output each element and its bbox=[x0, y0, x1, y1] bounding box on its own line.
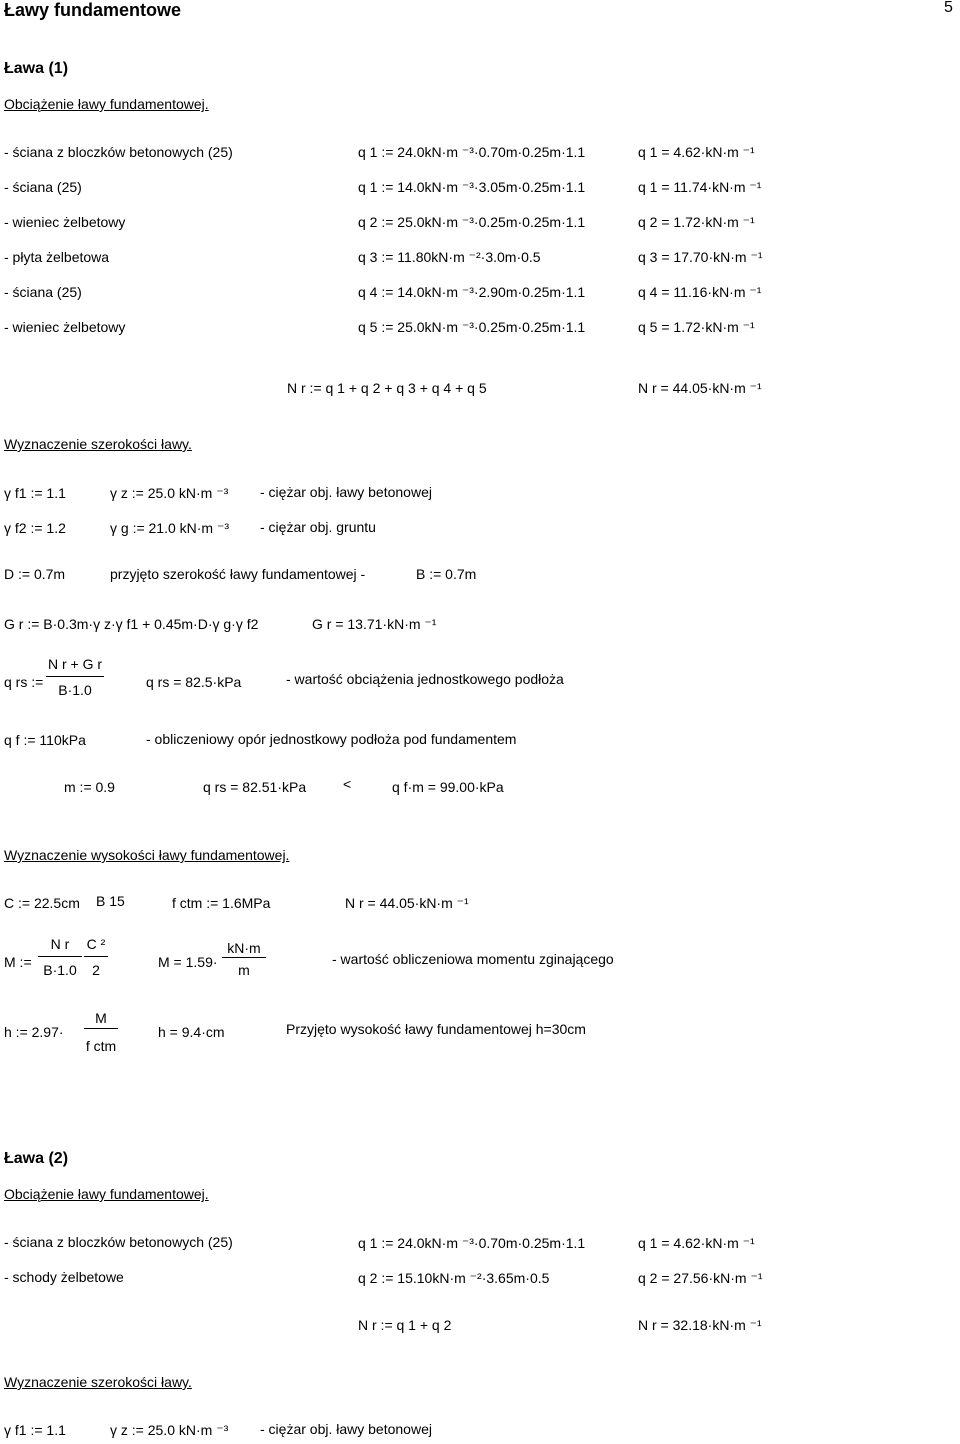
qrs-lhs: q rs := bbox=[4, 674, 44, 690]
gr-result: G r = 13.71·kN·m ⁻¹ bbox=[312, 616, 437, 632]
section-title-lawa-2: Ława (2) bbox=[4, 1150, 69, 1167]
load-formula: q 2 := 15.10kN·m ⁻²·3.65m·0.5 bbox=[358, 1270, 550, 1286]
m-lhs: M := bbox=[4, 954, 32, 970]
qrs-numerator: N r + G r bbox=[47, 656, 103, 672]
m-numerator-1: N r bbox=[50, 936, 70, 952]
sum-formula: N r := q 1 + q 2 + q 3 + q 4 + q 5 bbox=[287, 380, 487, 396]
fraction-bar bbox=[46, 676, 104, 677]
fraction-bar bbox=[38, 956, 82, 957]
load-formula: q 1 := 14.0kN·m ⁻³·3.05m·0.25m·1.1 bbox=[358, 179, 586, 195]
m-denominator-1: B·1.0 bbox=[43, 962, 77, 978]
load-result: q 4 = 11.16·kN·m ⁻¹ bbox=[638, 284, 762, 300]
gamma-f1: γ f1 := 1.1 bbox=[4, 1422, 66, 1438]
gamma-z-note: - ciężar obj. ławy betonowej bbox=[260, 1421, 432, 1437]
qrs-note: - wartość obciążenia jednostkowego podłoża bbox=[286, 671, 564, 687]
page-number: 5 bbox=[944, 0, 953, 16]
load-formula: q 3 := 11.80kN·m ⁻²·3.0m·0.5 bbox=[358, 249, 541, 265]
document-title: Ławy fundamentowe bbox=[4, 0, 182, 20]
check-left: q rs = 82.51·kPa bbox=[203, 779, 307, 795]
qrs-result: q rs = 82.5·kPa bbox=[146, 674, 242, 690]
m-denominator-2: 2 bbox=[92, 962, 100, 978]
d-value: D := 0.7m bbox=[4, 566, 66, 582]
h-numerator: M bbox=[95, 1010, 107, 1026]
nr-repeat: N r = 44.05·kN·m ⁻¹ bbox=[345, 895, 469, 911]
m-result-unit-numerator: kN·m bbox=[227, 940, 261, 956]
load-label: - ściana z bloczków betonowych (25) bbox=[4, 144, 233, 160]
fraction-bar bbox=[84, 1028, 118, 1029]
concrete-class: B 15 bbox=[96, 893, 125, 909]
load-label: - ściana z bloczków betonowych (25) bbox=[4, 1234, 233, 1250]
load-label: - płyta żelbetowa bbox=[4, 249, 110, 265]
sum-result: N r = 44.05·kN·m ⁻¹ bbox=[638, 380, 762, 396]
loads-heading-1: Obciążenie ławy fundamentowej. bbox=[4, 96, 209, 112]
fraction-bar bbox=[222, 957, 266, 958]
load-label: - wieniec żelbetowy bbox=[4, 319, 126, 335]
load-label: - wieniec żelbetowy bbox=[4, 214, 126, 230]
m-value: m := 0.9 bbox=[64, 779, 115, 795]
load-label: - ściana (25) bbox=[4, 284, 82, 300]
fctm-value: f ctm := 1.6MPa bbox=[172, 895, 271, 911]
sum-formula: N r := q 1 + q 2 bbox=[358, 1317, 452, 1333]
gamma-z: γ z := 25.0 kN·m ⁻³ bbox=[110, 485, 229, 501]
load-result: q 5 = 1.72·kN·m ⁻¹ bbox=[638, 319, 755, 335]
height-heading: Wyznaczenie wysokości ławy fundamentowej. bbox=[4, 847, 290, 863]
sum-result: N r = 32.18·kN·m ⁻¹ bbox=[638, 1317, 762, 1333]
m-numerator-2: C ² bbox=[86, 936, 106, 952]
fraction-bar bbox=[84, 956, 108, 957]
m-note: - wartość obliczeniowa momentu zginającego bbox=[332, 951, 614, 967]
b-note: przyjęto szerokość ławy fundamentowej - bbox=[110, 566, 366, 582]
h-denominator: f ctm bbox=[85, 1038, 117, 1054]
qrs-denominator: B·1.0 bbox=[58, 682, 92, 698]
qf-value: q f := 110kPa bbox=[4, 732, 86, 748]
m-result-lhs: M = 1.59· bbox=[158, 954, 218, 970]
gamma-z-note: - ciężar obj. ławy betonowej bbox=[260, 484, 432, 500]
c-value: C := 22.5cm bbox=[4, 895, 80, 911]
check-right: q f·m = 99.00·kPa bbox=[392, 779, 504, 795]
load-label: - schody żelbetowe bbox=[4, 1269, 124, 1285]
check-operator: < bbox=[343, 776, 352, 792]
h-lhs: h := 2.97· bbox=[4, 1024, 64, 1040]
load-formula: q 2 := 25.0kN·m ⁻³·0.25m·0.25m·1.1 bbox=[358, 214, 586, 230]
load-label: - ściana (25) bbox=[4, 179, 82, 195]
load-result: q 1 = 4.62·kN·m ⁻¹ bbox=[638, 1235, 755, 1251]
load-result: q 3 = 17.70·kN·m ⁻¹ bbox=[638, 249, 763, 265]
h-result: h = 9.4·cm bbox=[158, 1024, 225, 1040]
m-result-unit-denominator: m bbox=[238, 962, 250, 978]
gamma-g: γ g := 21.0 kN·m ⁻³ bbox=[110, 520, 230, 536]
gamma-f1: γ f1 := 1.1 bbox=[4, 485, 66, 501]
gamma-f2: γ f2 := 1.2 bbox=[4, 520, 66, 536]
load-result: q 2 = 27.56·kN·m ⁻¹ bbox=[638, 1270, 763, 1286]
gamma-z: γ z := 25.0 kN·m ⁻³ bbox=[110, 1422, 229, 1438]
load-result: q 2 = 1.72·kN·m ⁻¹ bbox=[638, 214, 755, 230]
load-result: q 1 = 4.62·kN·m ⁻¹ bbox=[638, 144, 755, 160]
load-formula: q 1 := 24.0kN·m ⁻³·0.70m·0.25m·1.1 bbox=[358, 1235, 586, 1251]
load-formula: q 1 := 24.0kN·m ⁻³·0.70m·0.25m·1.1 bbox=[358, 144, 586, 160]
load-result: q 1 = 11.74·kN·m ⁻¹ bbox=[638, 179, 762, 195]
gamma-g-note: - ciężar obj. gruntu bbox=[260, 519, 376, 535]
loads-heading-2: Obciążenie ławy fundamentowej. bbox=[4, 1186, 209, 1202]
width-heading-1: Wyznaczenie szerokości ławy. bbox=[4, 436, 192, 452]
load-formula: q 4 := 14.0kN·m ⁻³·2.90m·0.25m·1.1 bbox=[358, 284, 586, 300]
load-formula: q 5 := 25.0kN·m ⁻³·0.25m·0.25m·1.1 bbox=[358, 319, 586, 335]
h-note: Przyjęto wysokość ławy fundamentowej h=30cm bbox=[286, 1021, 586, 1037]
b-value: B := 0.7m bbox=[416, 566, 477, 582]
section-title-lawa-1: Ława (1) bbox=[4, 60, 69, 77]
width-heading-2: Wyznaczenie szerokości ławy. bbox=[4, 1374, 192, 1390]
gr-formula: G r := B·0.3m·γ z·γ f1 + 0.45m·D·γ g·γ f2 bbox=[4, 616, 259, 632]
qf-note: - obliczeniowy opór jednostkowy podłoża pod fundamentem bbox=[146, 731, 517, 747]
